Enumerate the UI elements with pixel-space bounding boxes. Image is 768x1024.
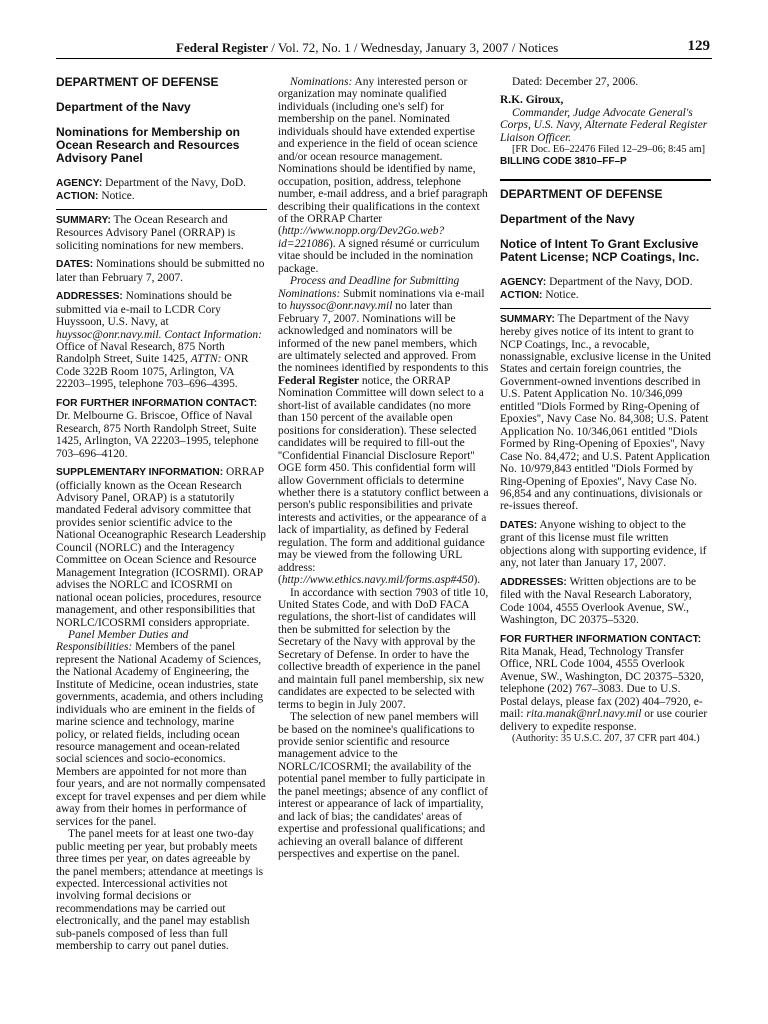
agency-line: AGENCY: Department of the Navy, DOD. xyxy=(500,275,693,288)
sub-agency-heading: Department of the Navy xyxy=(500,211,635,226)
department-heading: DEPARTMENT OF DEFENSE xyxy=(56,75,219,89)
notice-title: Notice of Intent To Grant Exclusive Patent License; NCP Coatings, Inc. xyxy=(500,236,700,264)
issue-info: / Vol. 72, No. 1 / Wednesday, January 3, 2007 / Notices xyxy=(268,40,559,55)
accordance-paragraph: In accordance with section 7903 of title 10, United States Code, and with DoD FACA regulations, the short-list of candidates will then be submitted for selection by the Secretary of the Navy with approval by the Secretary of Defense. In order to have the collective breadth of experience in the panel and maintain full panel membership, six new candidates are expected to be selected with terms to begin in July 2007. xyxy=(278,586,489,711)
email-link[interactable]: huyssoc@onr.navy.mil. Contact Information: xyxy=(56,328,262,341)
dates-paragraph: DATES: Anyone wishing to object to the grant of this license must file written objections along with supporting evidence, if any, not later than January 17, 2007. xyxy=(500,518,707,570)
authority-line: (Authority: 35 U.S.C. 207, 37 CFR part 404.) xyxy=(512,733,700,745)
process-heading: Process and Deadline for Submitting Nominations: xyxy=(278,275,460,300)
column-1 xyxy=(56,76,267,953)
agency-label: AGENCY: xyxy=(56,178,103,189)
billing-code: BILLING CODE 3810–FF–P xyxy=(500,156,627,168)
duties-heading: Panel Member Duties and Responsibilities: xyxy=(56,628,189,654)
journal-name: Federal Register xyxy=(176,40,269,55)
page-number: 129 xyxy=(687,38,710,54)
action-label: ACTION: xyxy=(56,191,99,203)
supplementary-label: SUPPLEMENTARY INFORMATION: xyxy=(56,467,224,479)
notice-title: Nominations for Membership on Ocean Research and Resources Advisory Panel xyxy=(56,125,241,165)
addresses-label: ADDRESSES: xyxy=(500,576,567,588)
contact-paragraph: FOR FURTHER INFORMATION CONTACT: Dr. Melbourne G. Briscoe, Office of Naval Research, 875 North Randolph Street, Suite 1425, Arlington, VA 22203–1995, telephone 703–696–4120. xyxy=(56,397,259,460)
selection-paragraph: The selection of new panel members will be based on the nominee's qualifications to provide senior scientific and resource management advice to the NORLC/ICOSRMI; the availability of the potential panel member to fully participate in the panel meetings; absence of any conflict of interest or appearance of lack of impartiality, and lack of bias; the candidates' areas of expertise and professional qualifications; and achieving an overall balance of different perspectives and expertise on the panel. xyxy=(278,711,488,861)
dates-label: DATES: xyxy=(500,519,538,531)
running-header xyxy=(176,40,558,56)
summary-paragraph: SUMMARY: The Ocean Research and Resources Advisory Panel (ORRAP) is soliciting nominations for new members. xyxy=(56,213,244,252)
page-header xyxy=(56,38,712,59)
addresses-paragraph: ADDRESSES: Written objections are to be filed with the Naval Research Laboratory, Code 1004, 4555 Overlook Avenue, SW., Washington, DC 20375–5320. xyxy=(500,575,697,627)
contact-label: FOR FURTHER INFORMATION CONTACT: xyxy=(56,397,258,409)
action-line: ACTION: Notice. xyxy=(56,190,135,203)
summary-label: SUMMARY: xyxy=(500,313,555,325)
action-label: ACTION: xyxy=(500,290,543,302)
signer-name: R.K. Giroux, xyxy=(500,94,564,107)
action-line: ACTION: Notice. xyxy=(500,289,579,302)
meetings-paragraph: The panel meets for at least one two-day public meeting per year, but probably meets three times per year, on dates agreeable by the panel members; attendance at meetings is expected. Intercessional activities not involving formal decisions or recommendations may be carried out electronically, and the panel may establish sub-panels composed of less than full membership to carry out panel duties. xyxy=(56,828,264,953)
dates-label: DATES: xyxy=(56,259,94,271)
addresses-label: ADDRESSES: xyxy=(56,291,123,303)
email-link[interactable]: rita.manak@nrl.navy.mil xyxy=(526,708,642,721)
process-paragraph: Process and Deadline for Submitting Nominations: Submit nominations via e-mail to huyssoc@onr.navy.mil no later than February 7, 2007. Nominations will be acknowledged and nominators will be informed of the new panel members, which are ultimately selected and approved. From the nominees identified by respondents to this Federal Register notice, the ORRAP Nomination Committee will down select to a short-list of available candidates (no more than 150 percent of the available open positions for consideration). These selected candidates will be required to fill-out the ''Confidential Financial Disclosure Report'' OGE form 450. This confidential form will allow Government officials to determine whether there is a statutory conflict between a person's public responsibilities and private interests and activities, or the appearance of a lack of impartiality, as defined by Federal regulation. The form and additional guidance may be viewed from the following URL address: (http://www.ethics.navy.mil/forms.asp#450). xyxy=(278,275,489,587)
addresses-paragraph: ADDRESSES: Nominations should be submitted via e-mail to LCDR Cory Huyssoon, U.S. Navy, at huyssoc@onr.navy.mil. Contact Information: Office of Naval Research, 875 North Randolph Street, Suite 1425, ATTN: ONR Code 322B Room 1075, Arlington, VA 22203–1995, telephone 703–696–4395. xyxy=(56,290,262,391)
nominations-paragraph: Nominations: Any interested person or organization may nominate qualified individuals (including one's self) for membership on the panel. Nominated individuals should have extended expertise and experience in the field of ocean science and/or ocean resource management. Nominations should be identified by name, occupation, position, address, telephone number, e-mail address, and a brief paragraph describing their qualifications in the context of the ORRAP Charter (http://www.nopp.org/Dev2Go.web?id=221086). A signed résumé or curriculum vitae should be included in the nomination package. xyxy=(278,76,488,275)
duties-paragraph: Panel Member Duties and Responsibilities: Members of the panel represent the National Academy of Sciences, the National Academy of Engineering, the Institute of Medicine, ocean industries, state governments, academia, and others including individuals who are eminent in the fields of marine science and technology, marine policy, or related fields, including ocean resource management and ocean-related social sciences and socio-economics. Members are appointed for not more than four years, and are not normally compensated except for travel expenses and per diem while away from their homes in performance of services for the panel. xyxy=(56,628,266,828)
email-link[interactable]: huyssoc@onr.navy.mil xyxy=(289,300,393,313)
agency-label: AGENCY: xyxy=(500,276,547,288)
summary-paragraph: SUMMARY: The Department of the Navy hereby gives notice of its intent to grant to NCP Coatings, Inc., a revocable, nonassignable, exclusive license in the United States and certain foreign countries, the Government-owned inventions described in U.S. Patent Application No. 10/346,099 entitled ''Diols Formed by Ring-Opening of Epoxies'', Navy Case No. 84,308; U.S. Patent Application No. 10/346,061 entitled ''Diols Formed by Ring-Opening of Epoxies'', Navy Case No. 84,472; and U.S. Patent Application No. 10/979,843 entitled ''Diols Formed by Ring-Opening of Epoxies'', Navy Case No. 96,854 and any continuations, divisionals or re-issues thereof. xyxy=(500,312,711,513)
fr-doc-line: [FR Doc. E6–22476 Filed 12–29–06; 8:45 am] xyxy=(512,144,706,156)
contact-paragraph: FOR FURTHER INFORMATION CONTACT: Rita Manak, Head, Technology Transfer Office, NRL Code 1004, 4555 Overlook Avenue, SW., Washington, DC 20375–5320, telephone (202) 767–3083. Due to U.S. Postal delays, please fax (202) 404–7920, e-mail: rita.manak@nrl.navy.mil or use courier delivery to expedite response. xyxy=(500,633,708,733)
signer-title: Commander, Judge Advocate General's Corps, U.S. Navy, Alternate Federal Register Liaison Officer. xyxy=(500,106,708,144)
sub-agency-heading: Department of the Navy xyxy=(56,100,191,114)
ethics-url-link[interactable]: http://www.ethics.navy.mil/forms.asp#450 xyxy=(281,574,474,587)
supplementary-paragraph: SUPPLEMENTARY INFORMATION: ORRAP (officially known as the Ocean Research Advisory Panel, ORAP) is a statutorily mandated Federal advisory committee that provides senior scientific advice to the National Oceanographic Research Leadership Council (NORLC) and the Interagency Committee on Ocean Science and Resource Management Integration (ICOSRMI). ORAP advises the NORLC and ICOSRMI on national ocean policies, procedures, resource management, and other responsibilities that NORLC/ICOSRMI considers appropriate. xyxy=(56,466,266,629)
dates-paragraph: DATES: Nominations should be submitted no later than February 7, 2007. xyxy=(56,258,265,284)
contact-label: FOR FURTHER INFORMATION CONTACT: xyxy=(500,633,702,645)
department-heading: DEPARTMENT OF DEFENSE xyxy=(500,186,663,201)
summary-label: SUMMARY: xyxy=(56,214,111,226)
column-2 xyxy=(278,76,489,861)
nominations-heading: Nominations: xyxy=(290,76,353,88)
column-3-body xyxy=(500,76,711,745)
dated-line: Dated: December 27, 2006. xyxy=(512,76,639,88)
agency-line: AGENCY: Department of the Navy, DoD. xyxy=(56,177,247,189)
charter-url-link[interactable]: http://www.nopp.org/Dev2Go.web?id=221086 xyxy=(278,225,445,250)
